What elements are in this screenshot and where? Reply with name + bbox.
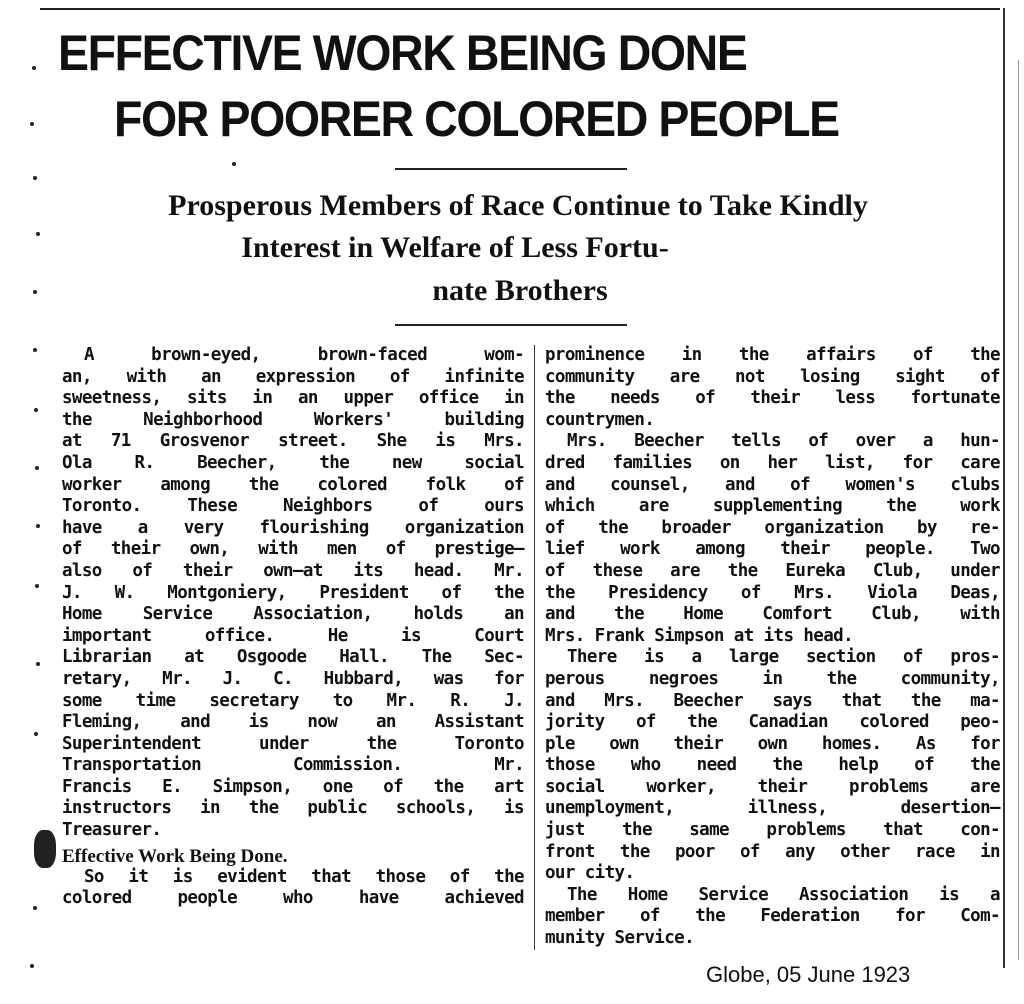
text-line: ple own their own homes. As for xyxy=(545,733,1000,754)
text-line: countrymen. xyxy=(545,409,655,430)
text-line: J. W. Montgoniery, President of the xyxy=(62,582,524,603)
text-line: which are supplementing the work xyxy=(545,496,1000,517)
text-line: Librarian at Osgoode Hall. The Sec- xyxy=(62,647,524,668)
text-line: and Mrs. Beecher says that the ma- xyxy=(545,690,1000,711)
headline-line-1: EFFECTIVE WORK BEING DONE xyxy=(58,25,747,81)
text-line: Mrs. Frank Simpson at its head. xyxy=(545,625,854,646)
text-line: social worker, their problems are xyxy=(545,776,1000,797)
text-line: some time secretary to Mr. R. J. xyxy=(62,690,524,711)
text-line: The Home Service Association is a xyxy=(567,884,1000,905)
text-line: of the broader organization by re- xyxy=(545,517,1000,538)
text-line: of these are the Eureka Club, under xyxy=(545,560,1000,581)
text-line: Superintendent under the Toronto xyxy=(62,733,524,754)
text-line: retary, Mr. J. C. Hubbard, was for xyxy=(62,668,524,689)
headline-line-2: FOR POORER COLORED PEOPLE xyxy=(114,91,839,147)
text-line: the Presidency of Mrs. Viola Deas, xyxy=(545,582,1000,603)
column-edge-rule xyxy=(1018,60,1019,960)
text-line: Fleming, and is now an Assistant xyxy=(62,712,524,733)
text-line: our city. xyxy=(545,863,635,884)
text-line: Ola R. Beecher, the new social xyxy=(62,452,524,473)
text-line: important office. He is Court xyxy=(62,625,524,646)
headline-divider xyxy=(395,168,627,170)
text-line: an, with an expression of infinite xyxy=(62,366,524,387)
text-line: sweetness, sits in an upper office in xyxy=(62,388,524,409)
text-line: just the same problems that con- xyxy=(545,820,1000,841)
text-line: prominence in the affairs of the xyxy=(545,345,1000,365)
text-line: Home Service Association, holds an xyxy=(62,604,524,625)
text-line: also of their own—at its head. Mr. xyxy=(62,560,524,581)
text-line: unemployment, illness, desertion— xyxy=(545,798,1000,819)
source-caption: Globe, 05 June 1923 xyxy=(706,962,911,987)
text-line: Transportation Commission. Mr. xyxy=(62,755,524,776)
text-line: jority of the Canadian colored peo- xyxy=(545,712,1000,733)
text-line: Mrs. Beecher tells of over a hun- xyxy=(567,431,1000,452)
text-line: dred families on her list, for care xyxy=(545,452,1000,473)
text-line: community are not losing sight of xyxy=(545,366,1000,387)
text-line: So it is evident that those of the xyxy=(84,866,524,887)
text-line: the Neighborhood Workers' building xyxy=(62,409,524,430)
text-line: and the Home Comfort Club, with xyxy=(545,604,1000,625)
text-line: colored people who have achieved xyxy=(62,888,524,909)
text-line: those who need the help of the xyxy=(545,755,1000,776)
subhead-line-3: nate Brothers xyxy=(432,274,608,307)
article-right-column xyxy=(545,345,1000,950)
text-line: of their own, with men of prestige— xyxy=(62,539,524,560)
subhead-divider xyxy=(395,324,627,326)
text-line: have a very flourishing organization xyxy=(62,517,524,538)
subhead-line-2: Interest in Welfare of Less Fortu- xyxy=(241,231,669,264)
text-line: Toronto. These Neighbors of ours xyxy=(62,496,524,517)
article-subheading: Effective Work Being Done. xyxy=(62,845,288,867)
subhead-line-1: Prosperous Members of Race Continue to Take Kindly xyxy=(168,189,868,222)
article-left-column xyxy=(62,345,524,910)
text-line: Francis E. Simpson, one of the art xyxy=(62,776,524,797)
text-line: A brown-eyed, brown-faced wom- xyxy=(84,345,524,365)
text-line: Treasurer. xyxy=(62,820,162,841)
text-line: There is a large section of pros- xyxy=(567,647,1000,668)
text-line: at 71 Grosvenor street. She is Mrs. xyxy=(62,431,524,452)
text-line: and counsel, and of women's clubs xyxy=(545,474,1000,495)
text-line: member of the Federation for Com- xyxy=(545,906,1000,927)
text-line: worker among the colored folk of xyxy=(62,474,524,495)
text-line: the needs of their less fortunate xyxy=(545,388,1000,409)
text-line: munity Service. xyxy=(545,928,695,949)
top-border-rule xyxy=(40,8,1000,10)
text-line: perous negroes in the community, xyxy=(545,668,1000,689)
text-line: lief work among their people. Two xyxy=(545,539,1000,560)
text-line: front the poor of any other race in xyxy=(545,841,1000,862)
right-border-rule xyxy=(1003,8,1005,968)
text-line: instructors in the public schools, is xyxy=(62,798,524,819)
column-divider xyxy=(534,345,535,950)
